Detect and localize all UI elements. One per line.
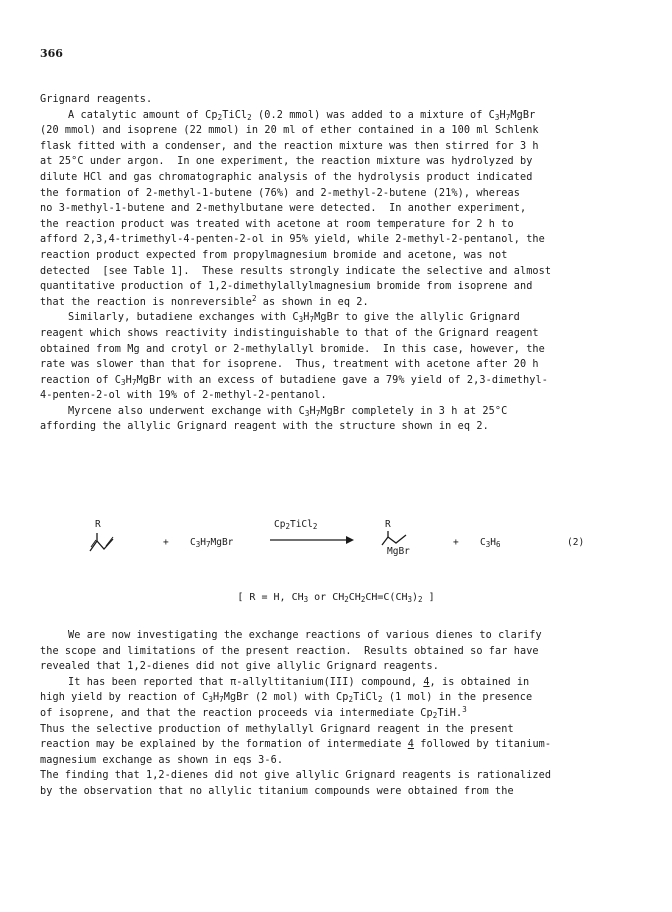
catalyst-label: $Cp_2TiCl_2$ bbox=[274, 519, 318, 531]
product-mgbr-label: MgBr bbox=[387, 546, 410, 557]
text-line: (20 mmol) and isoprene (22 mmol) in 20 ml of ether contained in a 100 ml Schlenk bbox=[40, 125, 539, 137]
page-number: 366 bbox=[40, 47, 63, 60]
text-line: at 25°C under argon. In one experiment, the reaction mixture was hydrolyzed by bbox=[40, 156, 533, 168]
byproduct-propene: $C_3H_6$ bbox=[480, 537, 501, 549]
text-line: by the observation that no allylic titanium compounds were obtained from the bbox=[40, 785, 514, 797]
paragraph bbox=[40, 92, 640, 108]
text-line: the formation of 2-methyl-1-butene (76%) and 2-methyl-2-butene (21%), whereas bbox=[40, 187, 520, 199]
text-line: reaction product expected from propylmagnesium bromide and acetone, was not bbox=[40, 249, 508, 261]
reaction-arrow-icon bbox=[270, 535, 354, 545]
text-line: magnesium exchange as shown in eqs 3-6. bbox=[40, 754, 284, 766]
paragraph bbox=[40, 108, 640, 311]
paragraph bbox=[40, 628, 640, 675]
text-line: 4-penten-2-ol with 19% of 2-methyl-2-pentanol. bbox=[40, 390, 327, 402]
text-line: the scope and limitations of the present reaction. Results obtained so far have bbox=[40, 645, 539, 657]
text-line: afford 2,3,4-trimethyl-4-penten-2-ol in 95% yield, while 2-methyl-2-pentanol, the bbox=[40, 234, 545, 246]
text-line: dilute HCl and gas chromatographic analysis of the hydrolysis product indicated bbox=[40, 171, 533, 183]
text-line: high yield by reaction of $C_3H_7MgBr$ (2 mol) with $Cp_2TiCl_2$ (1 mol) in the presence bbox=[40, 692, 533, 705]
paragraph bbox=[40, 310, 640, 404]
text-line: of isoprene, and that the reaction proceeds via intermediate $Cp_2TiH.^3$ bbox=[40, 704, 467, 720]
plus-sign-1: + bbox=[163, 537, 169, 548]
reagent-propylmagnesium-bromide: $C_3H_7MgBr$ bbox=[190, 537, 234, 549]
text-line: rate was slower than that for isoprene. Thus, treatment with acetone after 20 h bbox=[40, 359, 539, 371]
diene-structure-icon bbox=[88, 531, 118, 553]
text-line: Grignard reagents. bbox=[40, 94, 153, 105]
text-line: no 3-methyl-1-butene and 2-methylbutane were detected. In another experiment, bbox=[40, 203, 527, 215]
text-line: We are now investigating the exchange reactions of various dienes to clarify bbox=[68, 630, 542, 641]
text-line: the reaction product was treated with acetone at room temperature for 2 h to bbox=[40, 218, 514, 230]
substituent-definition: [ R = H, $CH_3$ or $CH_2CH_2CH=C(CH_3)_2$ ] bbox=[237, 592, 435, 604]
text-line: that the reaction is nonreversible$^2$ as shown in eq 2. bbox=[40, 293, 369, 308]
paragraph bbox=[40, 675, 640, 722]
allyl-product-structure-icon bbox=[380, 531, 410, 547]
equation-2 bbox=[0, 519, 672, 569]
plus-sign-2: + bbox=[453, 537, 459, 548]
paragraph bbox=[40, 768, 640, 799]
product-r-label: R bbox=[385, 519, 391, 530]
text-line: Thus the selective production of methylallyl Grignard reagent in the present bbox=[40, 723, 514, 735]
text-line: reagent which shows reactivity indistinguishable to that of the Grignard reagent bbox=[40, 327, 539, 339]
body-text-bottom bbox=[40, 628, 640, 800]
text-line: revealed that 1,2-dienes did not give allylic Grignard reagents. bbox=[40, 661, 439, 673]
text-line: It has been reported that π-allyltitanium(III) compound, 4, is obtained in bbox=[68, 676, 530, 688]
reactant-r-label: R bbox=[95, 519, 101, 530]
paragraph bbox=[40, 404, 640, 435]
text-line: flask fitted with a condenser, and the reaction mixture was then stirred for 3 h bbox=[40, 140, 539, 152]
equation-number: (2) bbox=[567, 537, 585, 548]
text-line: reaction may be explained by the formation of intermediate 4 followed by titanium- bbox=[40, 739, 552, 751]
text-line: Similarly, butadiene exchanges with $C_3H_7MgBr$ to give the allylic Grignard bbox=[68, 312, 520, 325]
text-line: reaction of $C_3H_7MgBr$ with an excess of butadiene gave a 79% yield of 2,3-dimethyl- bbox=[40, 374, 548, 387]
paragraph bbox=[40, 722, 640, 769]
text-line: affording the allylic Grignard reagent with the structure shown in eq 2. bbox=[40, 421, 489, 433]
text-line: The finding that 1,2-dienes did not give allylic Grignard reagents is rationalized bbox=[40, 770, 552, 782]
text-line: detected [see Table 1]. These results strongly indicate the selective and almost bbox=[40, 265, 552, 277]
text-line: A catalytic amount of $Cp_2TiCl_2$ (0.2 mmol) was added to a mixture of $C_3H_7MgBr$ bbox=[68, 109, 536, 122]
text-line: obtained from Mg and crotyl or 2-methylallyl bromide. In this case, however, the bbox=[40, 343, 545, 355]
body-text-top bbox=[40, 92, 640, 435]
text-line: quantitative production of 1,2-dimethylallylmagnesium bromide from isoprene and bbox=[40, 281, 533, 293]
text-line: Myrcene also underwent exchange with $C_3H_7MgBr$ completely in 3 h at 25°C bbox=[68, 405, 508, 418]
